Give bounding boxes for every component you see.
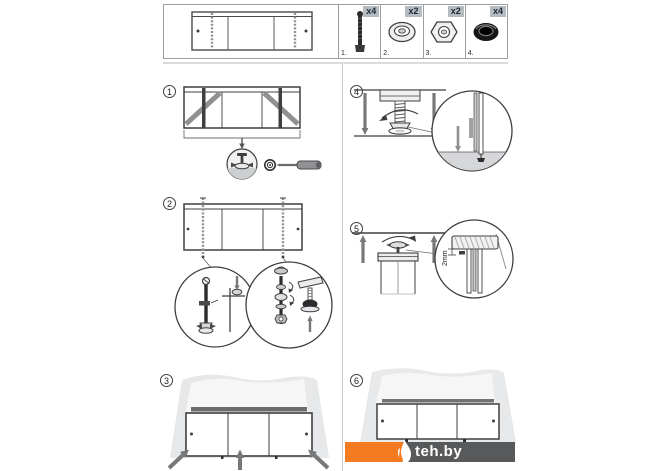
part-number: 3.	[425, 50, 432, 57]
down-arrow-icon	[239, 138, 245, 149]
magnifier-circle	[432, 91, 512, 171]
quantity-badge: x2	[448, 6, 464, 17]
step-2-diagram	[158, 192, 340, 364]
column-divider	[342, 64, 343, 471]
hex-nut-icon	[428, 18, 460, 46]
step-3-number: 3	[160, 374, 173, 387]
gap-label: 2mm	[442, 250, 449, 266]
screen-panel-with-bolts	[184, 198, 302, 258]
part-item-2	[380, 5, 422, 58]
part-number: 4.	[467, 50, 474, 57]
watermark-text: teh.by	[415, 443, 463, 460]
screen-panel	[377, 404, 499, 444]
floor	[438, 152, 506, 171]
step-4-number: 4	[350, 85, 363, 98]
screw-head	[459, 251, 465, 255]
round-locknut-icon	[386, 19, 418, 45]
step-2-number: 2	[163, 197, 176, 210]
rotate-arrow	[382, 236, 414, 242]
screen-panel-preview	[164, 5, 338, 58]
screen-panel-with-braces	[184, 87, 300, 128]
cap-nut-icon	[470, 20, 502, 44]
part-item-3	[423, 5, 465, 58]
watermark-logo	[345, 442, 515, 462]
flame-icon	[395, 439, 415, 465]
screwdriver-icon	[276, 161, 322, 169]
screen-panel-top	[378, 253, 418, 294]
part-number: 2.	[383, 50, 390, 57]
foot-screw-detail-circle	[227, 149, 257, 179]
exploded-bolt-detail-circle	[246, 262, 332, 348]
bolt-assembly-detail-circle	[175, 267, 255, 347]
step-5-number: 5	[350, 222, 363, 235]
quantity-badge: x2	[405, 6, 421, 17]
quantity-badge: x4	[363, 6, 379, 17]
parts-list-box	[163, 4, 508, 59]
callout-bracket	[184, 130, 300, 138]
bathtub-rim	[191, 407, 307, 412]
header-separator	[163, 62, 508, 64]
bathtub-rim	[382, 399, 494, 403]
step-4-diagram	[346, 80, 514, 188]
part-item-4	[465, 5, 507, 58]
step-3-diagram	[156, 370, 341, 471]
part-number: 1.	[341, 50, 347, 57]
step-1-diagram	[158, 80, 340, 180]
step-1-number: 1	[163, 85, 176, 98]
part-item-1	[338, 5, 380, 58]
screen-panel	[186, 413, 312, 459]
screen-panel-diagram	[164, 5, 338, 57]
magnifier-circle	[435, 220, 513, 298]
washer-ring-icon	[265, 160, 275, 170]
quantity-badge: x4	[490, 6, 506, 17]
step-6-number: 6	[350, 374, 363, 387]
step-5-diagram	[346, 214, 514, 332]
adjustable-foot	[379, 90, 420, 134]
